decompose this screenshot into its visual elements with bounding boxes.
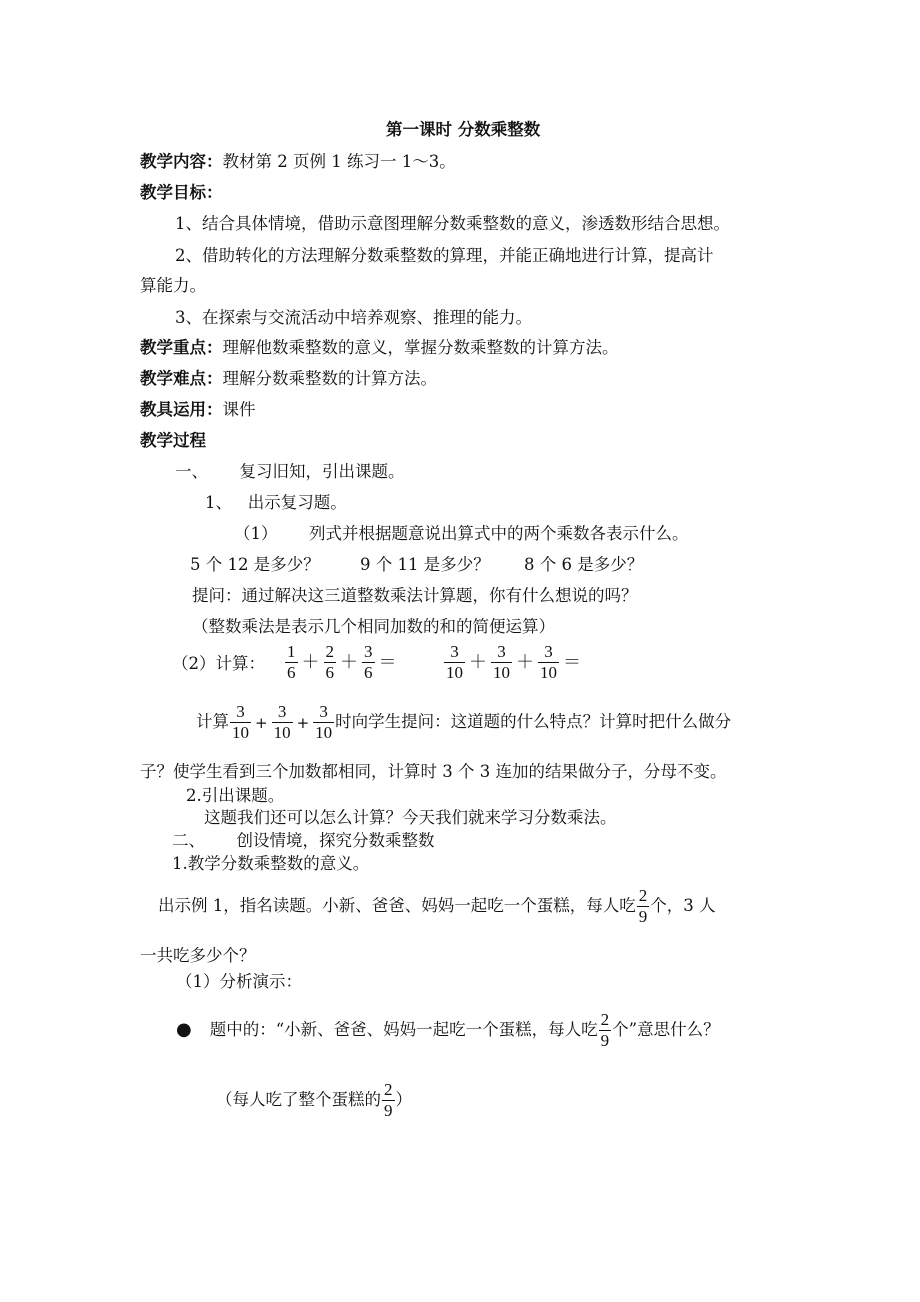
fraction: $\frac{3}{6}$ [364, 642, 373, 682]
calc-expression-2: $\frac{3}{10}$ ＋ $\frac{3}{10}$ ＋ $\frac{3}{10}$ ＝ [446, 642, 581, 682]
page-title: 第一课时 分数乘整数 [386, 120, 541, 139]
q1-item-3: 8 个 6 是多少？ [524, 555, 644, 574]
calc-label: （2）计算： [172, 654, 265, 673]
fraction: $\frac{3}{10}$ [493, 642, 510, 682]
goal-3: 3、在探索与交流活动中培养观察、推理的能力。 [175, 308, 532, 327]
example-1: 出示例 1，指名读题。小新、爸爸、妈妈一起吃一个蛋糕，每人吃 $\frac{2}{9}$ 个，3 人 [158, 886, 716, 926]
teaching-content [140, 150, 456, 174]
key-points [140, 336, 619, 360]
fraction: $\frac{3}{10}$ [315, 702, 333, 742]
question-1: （1） 列式并根据题意说出算式中的两个乘数各表示什么。 [234, 524, 689, 543]
section-2-heading: 二、 创设情境，探究分数乘整数 [172, 831, 435, 850]
ask-text: 提问：通过解决这三道整数乘法计算题，你有什么想说的吗？ [192, 586, 638, 605]
bullet-icon: ● [176, 1019, 192, 1040]
fraction: $\frac{2}{9}$ [600, 1010, 610, 1050]
fraction: $\frac{3}{10}$ [273, 702, 291, 742]
tools-label: 教具运用： [140, 400, 223, 419]
q1-item-2: 9 个 11 是多少？ [360, 555, 490, 574]
tools-text: 课件 [222, 400, 256, 419]
goal-2-line2: 算能力。 [140, 276, 206, 295]
goal-2-line1: 2、借助转化的方法理解分数乘整数的算理，并能正确地进行计算，提高计 [175, 246, 714, 265]
example-1-line2: 一共吃多少个？ [140, 946, 256, 965]
analysis-label: （1）分析演示： [176, 972, 302, 991]
key-text: 理解他数乘整数的意义，掌握分数乘整数的计算方法。 [222, 338, 619, 357]
difficulty-text: 理解分数乘整数的计算方法。 [222, 369, 437, 388]
section-1-2-text: 这题我们还可以怎么计算？今天我们就来学习分数乘法。 [204, 808, 617, 827]
fraction: $\frac{2}{9}$ [384, 1080, 393, 1120]
teaching-tools [140, 398, 256, 422]
fraction: $\frac{3}{10}$ [540, 642, 557, 682]
difficulty-label: 教学难点： [140, 369, 223, 388]
bullet-question: ● 题中的：“小新、爸爸、妈妈一起吃一个蛋糕，每人吃 $\frac{2}{9}$ 个”意思什么？ [176, 1010, 720, 1050]
q1-item-1: 5 个 12 是多少？ [190, 555, 320, 574]
section-1-heading: 一、 复习旧知，引出课题。 [175, 462, 405, 481]
key-label: 教学重点： [140, 338, 223, 357]
calc-expression-1: $\frac{1}{6}$ ＋ $\frac{2}{6}$ ＋ $\frac{3}{6}$ ＝ [287, 642, 397, 682]
answer-2: （每人吃了整个蛋糕的 $\frac{2}{9}$ ） [216, 1080, 412, 1120]
goal-1: 1、结合具体情境，借助示意图理解分数乘整数的意义，渗透数形结合思想。 [175, 214, 730, 233]
calc-question-line2: 子？使学生看到三个加数都相同，计算时 3 个 3 连加的结果做分子，分母不变。 [140, 762, 727, 781]
fraction: $\frac{1}{6}$ [287, 642, 296, 682]
difficult-points [140, 367, 437, 391]
goals-label: 教学目标： [140, 183, 223, 202]
fraction: $\frac{3}{10}$ [446, 642, 463, 682]
fraction: $\frac{2}{6}$ [325, 642, 334, 682]
process-label: 教学过程 [140, 431, 206, 450]
section-2-1: 1.教学分数乘整数的意义。 [172, 854, 370, 873]
content-text: 教材第 2 页例 1 练习一 1～3。 [222, 152, 456, 171]
content-label: 教学内容： [140, 152, 223, 171]
fraction: $\frac{3}{10}$ [232, 702, 249, 742]
answer-text: （整数乘法是表示几个相同加数的和的简便运算） [192, 617, 555, 636]
section-1-2: 2.引出课题。 [186, 786, 285, 805]
fraction: $\frac{2}{9}$ [638, 886, 648, 926]
calc-question: 计算 $\frac{3}{10}$ + $\frac{3}{10}$ + $\frac{3}{10}$ 时向学生提问：这道题的什么特点？计算时把什么做分 [196, 702, 732, 742]
section-1-1: 1、 出示复习题。 [205, 493, 347, 512]
